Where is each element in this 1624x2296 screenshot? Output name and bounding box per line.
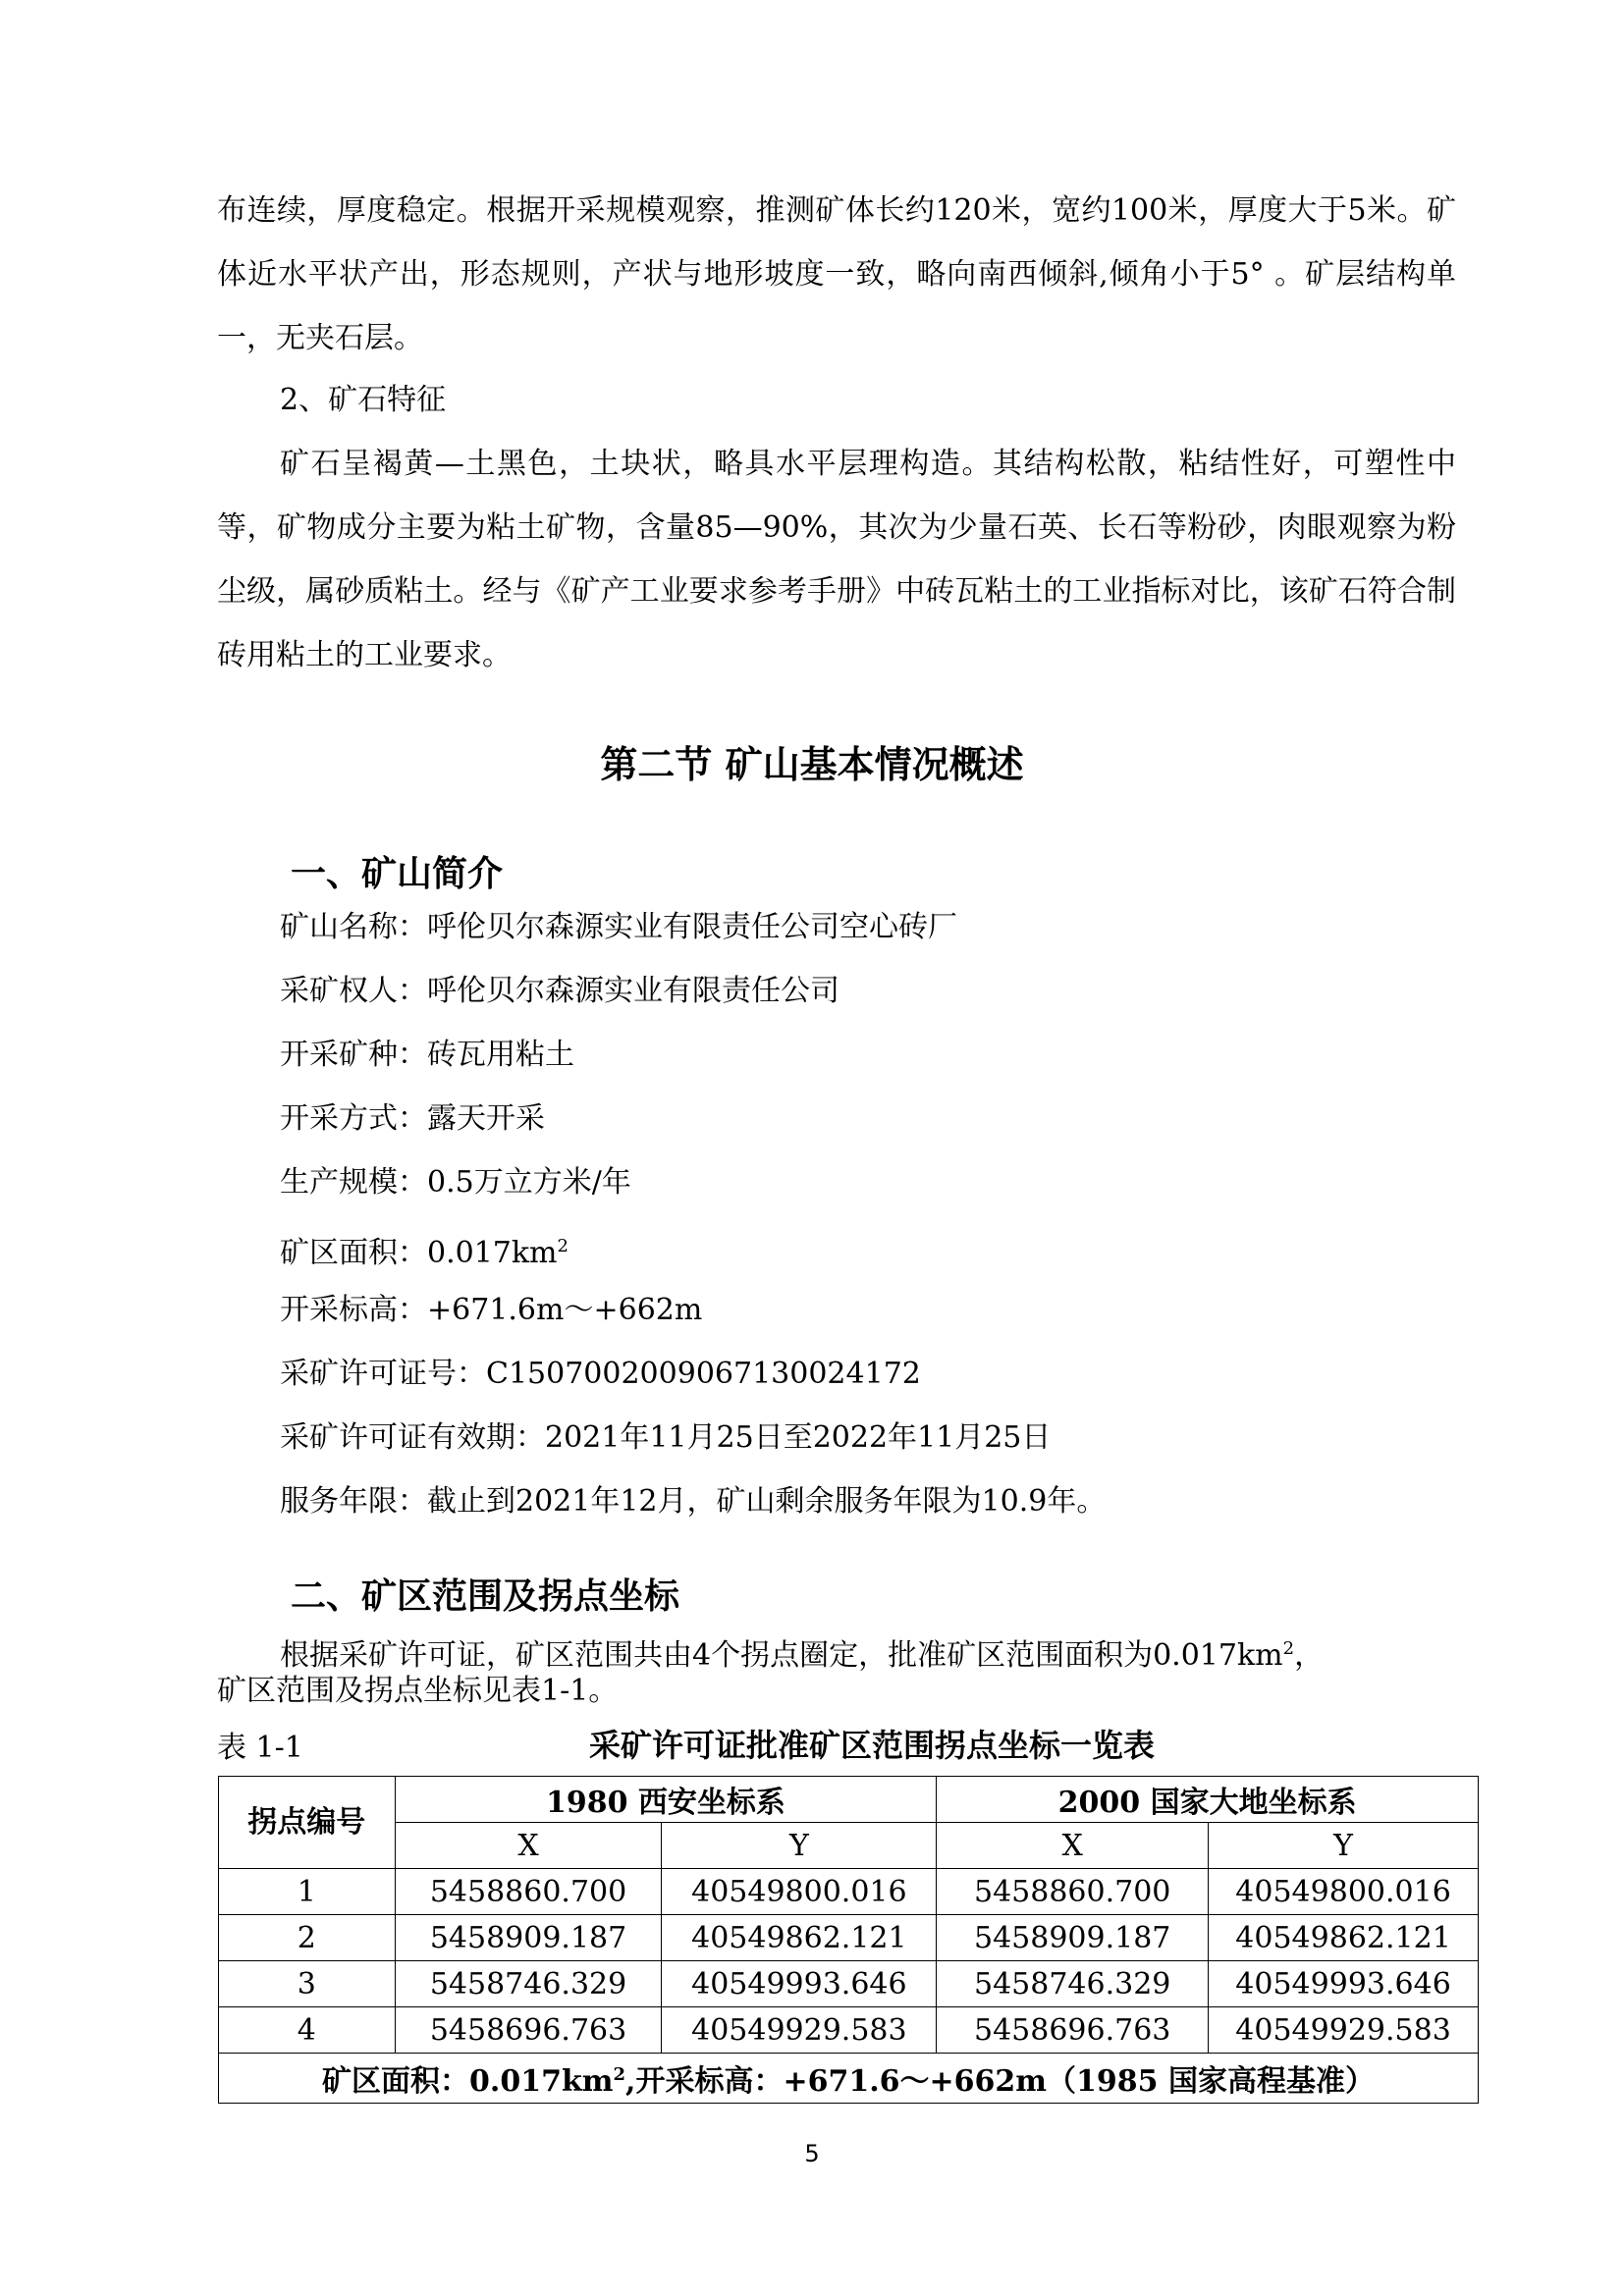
heading-coordinates: 二、矿区范围及拐点坐标 — [291, 1576, 680, 1617]
cell-point: 1 — [219, 1869, 396, 1915]
cell-x-2000: 5458860.700 — [937, 1869, 1209, 1915]
mining-method: 开采方式：露天开采 — [280, 1101, 545, 1136]
subheading-ore-features: 2、矿石特征 — [280, 383, 447, 417]
cell-x-1980: 5458860.700 — [395, 1869, 662, 1915]
superscript-2: 2 — [613, 2064, 626, 2085]
table-caption: 采矿许可证批准矿区范围拐点坐标一览表 — [589, 1727, 1156, 1764]
cell-y-1980: 40549993.646 — [662, 1961, 937, 2007]
cell-x-1980: 5458909.187 — [395, 1915, 662, 1961]
superscript-2: 2 — [557, 1236, 568, 1256]
cell-y-1980: 40549800.016 — [662, 1869, 937, 1915]
cell-y-1980: 40549862.121 — [662, 1915, 937, 1961]
table-label: 表 1-1 — [217, 1731, 303, 1765]
cell-x-1980: 5458746.329 — [395, 1961, 662, 2007]
header-cgcs-2000: 2000 国家大地坐标系 — [937, 1777, 1479, 1823]
header-xian-1980: 1980 西安坐标系 — [395, 1777, 937, 1823]
cell-point: 4 — [219, 2007, 396, 2054]
cell-x-2000: 5458909.187 — [937, 1915, 1209, 1961]
header-y: Y — [662, 1823, 937, 1869]
section-title: 第二节 矿山基本情况概述 — [600, 743, 1024, 786]
table-subheader-row — [219, 1823, 1479, 1869]
table-footer-row — [219, 2054, 1479, 2104]
cell-x-2000: 5458746.329 — [937, 1961, 1209, 2007]
table-header-row — [219, 1777, 1479, 1823]
cell-point: 3 — [219, 1961, 396, 2007]
coordinate-table — [218, 1776, 1479, 2104]
license-number: 采矿许可证号：C1507002009067130024172 — [280, 1357, 921, 1391]
table-row — [219, 1961, 1479, 2007]
mineral-type: 开采矿种：砖瓦用粘土 — [280, 1038, 574, 1072]
paragraph-ore-features: 矿石呈褐黄—土黑色，土块状，略具水平层理构造。其结构松散，粘结性好，可塑性中等，矿物成分主要为粘土矿物，含量85—90%，其次为少量石英、长石等粉砂，肉眼观察为粉尘级，属砂质粘土。经与《矿产工业要求参考手册》中砖瓦粘土的工业指标对比，该矿石符合制砖用粘土的工业要求。 — [217, 447, 1456, 672]
cell-y-2000: 40549929.583 — [1209, 2007, 1479, 2054]
service-life: 服务年限：截止到2021年12月，矿山剩余服务年限为10.9年。 — [280, 1484, 1107, 1519]
cell-y-2000: 40549800.016 — [1209, 1869, 1479, 1915]
cell-x-2000: 5458696.763 — [937, 2007, 1209, 2054]
header-x: X — [937, 1823, 1209, 1869]
table-row — [219, 1915, 1479, 1961]
table-row — [219, 1869, 1479, 1915]
mine-name: 矿山名称：呼伦贝尔森源实业有限责任公司空心砖厂 — [280, 910, 957, 944]
table-footer: 矿区面积：$0.017km^2$,开采标高：+671.6～+662m（1985 国家高程基准） — [219, 2054, 1479, 2104]
mining-elevation: 开采标高：+671.6m～+662m — [280, 1293, 703, 1327]
header-point-number: 拐点编号 — [219, 1777, 396, 1869]
license-validity: 采矿许可证有效期：2021年11月25日至2022年11月25日 — [280, 1420, 1052, 1455]
coords-paragraph-line1: 根据采矿许可证，矿区范围共由4个拐点圈定，批准矿区范围面积为$0.017km^2$， — [280, 1638, 1325, 1673]
coords-paragraph-line2: 矿区范围及拐点坐标见表1-1。 — [217, 1674, 619, 1708]
cell-y-2000: 40549862.121 — [1209, 1915, 1479, 1961]
cell-point: 2 — [219, 1915, 396, 1961]
heading-mine-intro: 一、矿山简介 — [291, 854, 504, 894]
table-row — [219, 2007, 1479, 2054]
cell-y-2000: 40549993.646 — [1209, 1961, 1479, 2007]
header-y: Y — [1209, 1823, 1479, 1869]
cell-x-1980: 5458696.763 — [395, 2007, 662, 2054]
production-scale: 生产规模：0.5万立方米/年 — [280, 1165, 631, 1200]
page-number: 5 — [804, 2140, 820, 2167]
mining-right-holder: 采矿权人：呼伦贝尔森源实业有限责任公司 — [280, 974, 839, 1008]
superscript-2: 2 — [1282, 1638, 1295, 1659]
mine-area: 矿区面积：$0.017km^2$ — [280, 1236, 568, 1270]
header-x: X — [395, 1823, 662, 1869]
cell-y-1980: 40549929.583 — [662, 2007, 937, 2054]
paragraph-orebody: 布连续，厚度稳定。根据开采规模观察，推测矿体长约120米，宽约100米，厚度大于5米。矿体近水平状产出，形态规则，产状与地形坡度一致，略向南西倾斜,倾角小于5° 。矿层结构单一，无夹石层。 — [217, 193, 1456, 355]
